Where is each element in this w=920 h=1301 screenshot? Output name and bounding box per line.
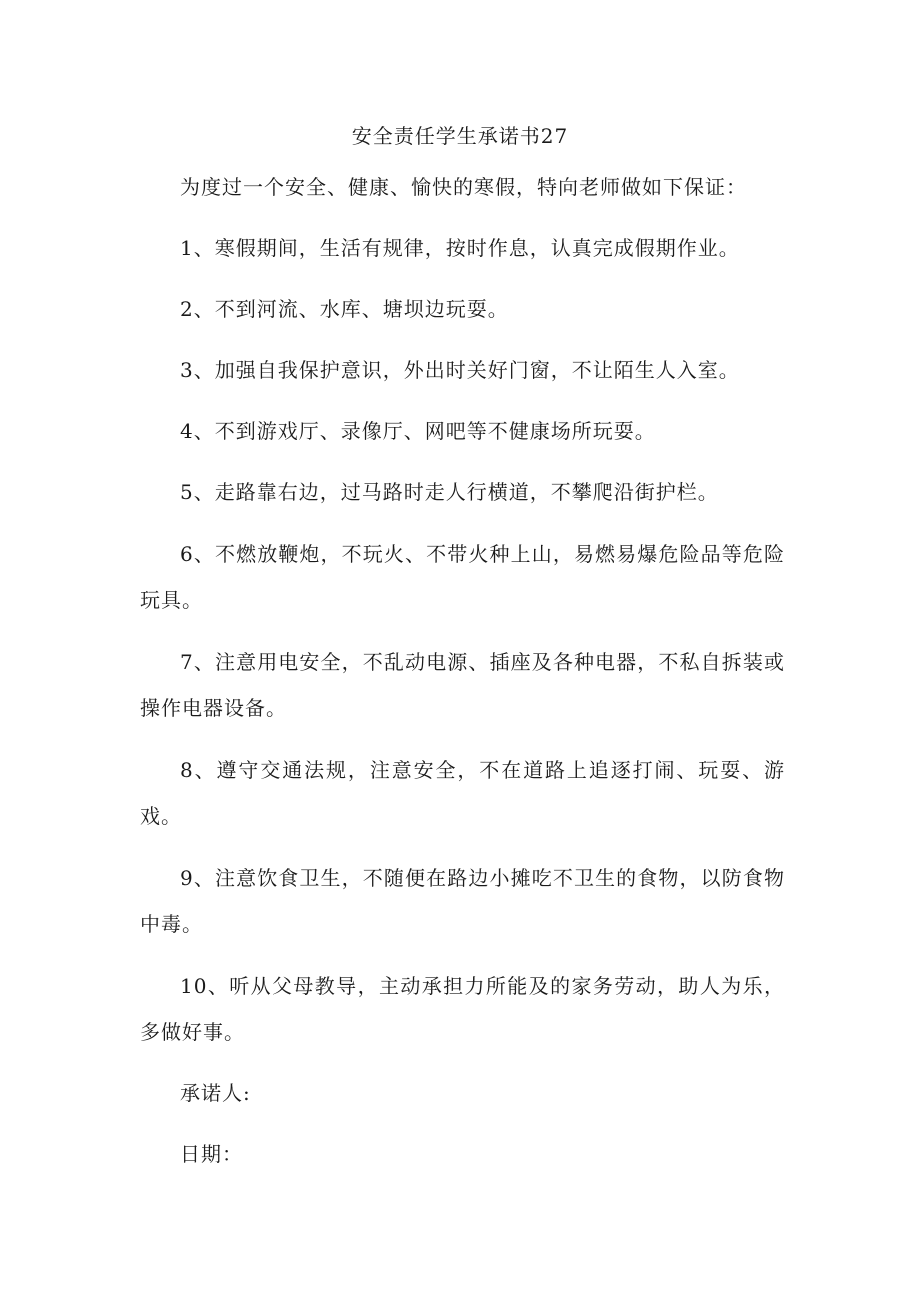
pledge-item-6: 6、不燃放鞭炮，不玩火、不带火种上山，易燃易爆危险品等危险玩具。 <box>140 542 785 612</box>
pledge-item-5: 5、走路靠右边，过马路时走人行横道，不攀爬沿街护栏。 <box>180 480 719 504</box>
pledge-item-7: 7、注意用电安全，不乱动电源、插座及各种电器，不私自拆装或操作电器设备。 <box>140 650 785 720</box>
pledge-item-9: 9、注意饮食卫生，不随便在路边小摊吃不卫生的食物，以防食物中毒。 <box>140 866 785 936</box>
pledge-item-3: 3、加强自我保护意识，外出时关好门窗，不让陌生人入室。 <box>180 358 740 382</box>
pledge-item-8: 8、遵守交通法规，注意安全，不在道路上追逐打闹、玩耍、游戏。 <box>140 758 785 828</box>
date-label: 日期： <box>180 1142 243 1166</box>
pledge-item-1: 1、寒假期间，生活有规律，按时作息，认真完成假期作业。 <box>180 236 740 260</box>
document-body <box>140 165 785 1193</box>
pledge-item-4: 4、不到游戏厅、录像厅、网吧等不健康场所玩耍。 <box>180 419 656 443</box>
document-title: 安全责任学生承诺书27 <box>351 124 569 148</box>
pledge-item-2: 2、不到河流、水库、塘坝边玩耍。 <box>180 297 509 321</box>
signatory-label: 承诺人: <box>180 1081 251 1105</box>
pledge-item-10: 10、听从父母教导，主动承担力所能及的家务劳动，助人为乐，多做好事。 <box>140 974 785 1044</box>
intro-paragraph: 为度过一个安全、健康、愉快的寒假，特向老师做如下保证： <box>180 175 747 199</box>
